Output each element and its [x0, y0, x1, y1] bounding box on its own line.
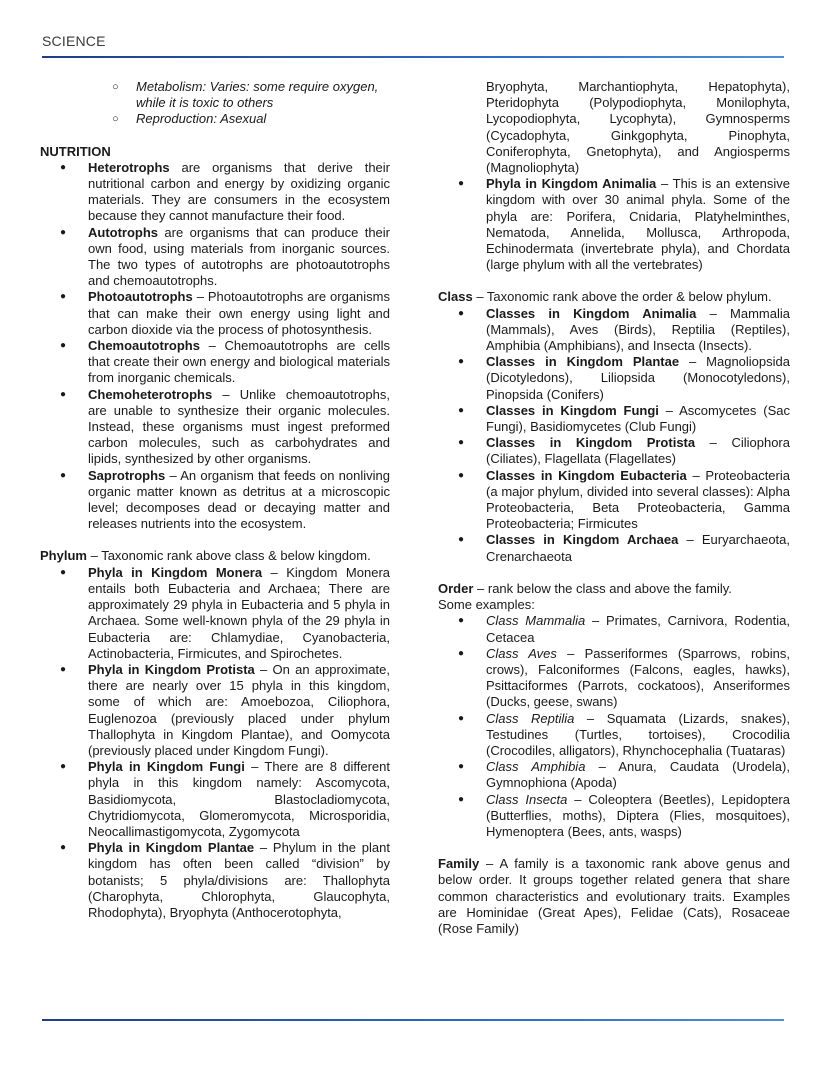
list-item — [438, 532, 790, 564]
footer-rule — [42, 1019, 784, 1021]
list-item — [40, 759, 390, 840]
term: Class Aves — [486, 645, 557, 661]
definition: – Taxonomic rank above the order & below phylum. — [472, 289, 772, 305]
term: Chemoautotrophs — [88, 338, 200, 354]
list-item — [438, 711, 790, 760]
term: Photoautotrophs — [88, 289, 193, 305]
definition: – Photoautotrophs are organisms that can make their own energy using light and carbon dioxide via the process of photosynthesis. — [88, 289, 390, 337]
definition: are organisms that can produce their own food, using materials from inorganic sources. The two types of autotrophs are photoautotrophs and chemoautotrophs. — [88, 224, 390, 289]
header-rule — [42, 56, 784, 58]
definition: – Primates, Carnivora, Rodentia, Cetacea — [486, 613, 790, 645]
definition: – Passeriformes (Sparrows, robins, crows), Falconiformes (Falcons, eagles, hawks), Psittaciformes (Parrots, cockatoos), Anseriformes (Ducks, geese, swans) — [486, 645, 790, 710]
term: Classes in Kingdom Archaea — [486, 532, 679, 548]
definition: – Anura, Caudata (Urodela), Gymnophiona (Apoda) — [486, 759, 790, 791]
term: Family — [438, 856, 480, 872]
list-item — [40, 468, 390, 533]
definition: – There are 8 different phyla in this kingdom namely: Ascomycota, Basidiomycota, Blastocladiomycota, Chytridiomycota, Glomeromycota, Microsporidia, Neocallimastigomycota, Zygomycota — [88, 759, 390, 839]
term: Heterotrophs — [88, 159, 170, 175]
definition: – On an approximate, there are nearly over 15 phyla in this kingdom, some of which are: Amoebozoa, Ciliophora, Euglenozoa (previously placed under phylum Thallophyta in Kingdom Plantae), and Oomycota (previously placed under Kingdom Fungi). — [88, 661, 391, 758]
definition: – Mammalia (Mammals), Aves (Birds), Reptilia (Reptiles), Amphibia (Amphibians), and Insecta (Insects). — [486, 305, 790, 354]
definition: – A family is a taxonomic rank above genus and below order. It groups together related genera that share common characteristics and evolutionary traits. Examples are Hominidae (Great Apes), Felidae (Cats), Rosaceae (Rose Family) — [438, 856, 790, 936]
term: Saprotrophs — [88, 467, 166, 483]
list-item — [438, 435, 790, 467]
list-item-reproduction: ○ Reproduction: Asexual — [40, 111, 390, 127]
term: Phyla in Kingdom Animalia — [486, 176, 657, 192]
list-item — [40, 387, 390, 468]
definition: – Coleoptera (Beetles), Lepidoptera (Butterflies, moths), Diptera (Flies, mosquitoes), Hymenoptera (Bees, ants, wasps) — [486, 791, 790, 839]
phyla-list — [40, 565, 390, 921]
definition: – Proteobacteria (a major phylum, divided into several classes): Alpha Proteobacteria, Beta Proteobacteria, Gamma Proteobacteria; Firmicutes — [486, 467, 790, 532]
list-item — [438, 792, 790, 841]
term: Phyla in Kingdom Fungi — [88, 759, 245, 775]
term: Classes in Kingdom Animalia — [486, 305, 697, 321]
list-item — [438, 468, 790, 533]
definition: – Unlike chemoautotrophs, are unable to synthesize their organic molecules. Instead, these organisms must ingest preformed carbon molecules, such as carbohydrates and lipids, synthesized by other organisms. — [88, 386, 390, 467]
term: Class Mammalia — [486, 613, 586, 629]
definition: – Squamata (Lizards, snakes), Testudines (Turtles, tortoises), Crocodilia (Crocodiles, alligators), Rhynchocephalia (Tuataras) — [486, 710, 790, 758]
right-column — [438, 79, 790, 937]
list-item — [438, 403, 790, 435]
left-column — [40, 79, 390, 921]
classes-list — [438, 306, 790, 565]
list-item — [438, 613, 790, 645]
list-item — [40, 160, 390, 225]
list-item — [438, 354, 790, 403]
term: Phyla in Kingdom Plantae — [88, 840, 255, 856]
term: Phyla in Kingdom Protista — [88, 661, 255, 677]
definition: – Magnoliopsida (Dicotyledons), Liliopsida (Monocotyledons), Pinopsida (Conifers) — [486, 354, 790, 402]
term: Phyla in Kingdom Monera — [88, 564, 263, 580]
definition: – Chemoautotrophs are cells that create their own energy and biological materials from inorganic chemicals. — [88, 338, 390, 386]
definition: – Taxonomic rank above class & below kingdom. — [86, 548, 371, 564]
term: Class Insecta — [486, 791, 568, 807]
plantae-continuation — [438, 79, 790, 273]
definition: are organisms that derive their nutritional carbon and energy by oxidizing organic materials. They are consumers in the ecosystem because they cannot manufacture their food. — [88, 159, 390, 224]
term: Chemoheterotrophs — [88, 386, 213, 402]
definition: – Ascomycetes (Sac Fungi), Basidiomycetes (Club Fungi) — [486, 402, 790, 435]
term: Class Amphibia — [486, 759, 586, 775]
order-definition — [438, 581, 790, 597]
definition: – An organism that feeds on nonliving organic matter known as detritus at a microscopic level; decomposes dead or decaying matter and releases nutrients into the ecosystem. — [88, 467, 390, 532]
list-item — [40, 840, 390, 921]
section-heading-nutrition: NUTRITION — [40, 143, 111, 159]
list-item — [40, 289, 390, 338]
term: Autotrophs — [88, 224, 159, 240]
list-item — [438, 759, 790, 791]
term: Classes in Kingdom Protista — [486, 435, 696, 451]
list-item-metabolism: ○ Metabolism: Varies: some require oxygen, while it is toxic to others — [40, 79, 390, 111]
list-item — [40, 338, 390, 387]
family-definition — [438, 856, 790, 937]
page-header-label: SCIENCE — [42, 33, 106, 49]
order-intro: Some examples: — [438, 597, 535, 613]
term: Order — [438, 580, 474, 596]
definition: – Phylum in the plant kingdom has often been called “division” by botanists; 5 phyla/divisions are: Thallophyta (Charophyta, Chlorophyta, Glaucophyta, Rhodophyta), Bryophyta (Anthocerotophyta, — [88, 840, 390, 920]
list-item — [438, 306, 790, 355]
class-definition — [438, 289, 790, 305]
term: Classes in Kingdom Plantae — [486, 354, 680, 370]
list-item — [40, 662, 390, 759]
definition: – Kingdom Monera entails both Eubacteria and Archaea; There are approximately 29 phyla in Eubacteria and 5 phyla in Archaea. Some well-known phyla of the 29 phyla in Eubacteria are: Chlamydiae, Cyanobacteria, Actinobacteria, Firmicutes, and Spirochetes. — [88, 564, 391, 661]
list-item — [40, 565, 390, 662]
term: Class — [438, 289, 473, 305]
definition: – Euryarchaeota, Crenarchaeota — [486, 532, 791, 564]
list-item — [438, 646, 790, 711]
definition: – Ciliophora (Ciliates), Flagellata (Flagellates) — [486, 435, 790, 467]
list-item — [438, 176, 790, 273]
list-item-continuation: Bryophyta, Marchantiophyta, Hepatophyta), Pteridophyta (Polypodiophyta, Monilophyta, Lycopodiophyta, Lycophyta), Gymnosperms (Cycadophyta, Ginkgophyta, Pinophyta, Coniferophyta, Gnetophyta), and Angiosperms (Magnoliophyta) — [486, 79, 790, 176]
orders-list — [438, 613, 790, 840]
nutrition-list — [40, 160, 390, 533]
definition: – This is an extensive kingdom with over 30 animal phyla. Some of the phyla are: Porifera, Cnidaria, Platyhelminthes, Nematoda, Annelida, Mollusca, Arthropoda, Echinodermata (invertebrate phyla), and Chordata (large phylum with all the vertebrates) — [486, 176, 790, 273]
phylum-definition — [40, 548, 390, 564]
term: Phylum — [40, 548, 87, 564]
term: Classes in Kingdom Fungi — [486, 402, 659, 418]
term: Class Reptilia — [486, 710, 575, 726]
term: Classes in Kingdom Eubacteria — [486, 467, 687, 483]
list-item — [40, 225, 390, 290]
protista-traits-list — [40, 79, 390, 128]
definition: – rank below the class and above the family. — [473, 580, 732, 596]
